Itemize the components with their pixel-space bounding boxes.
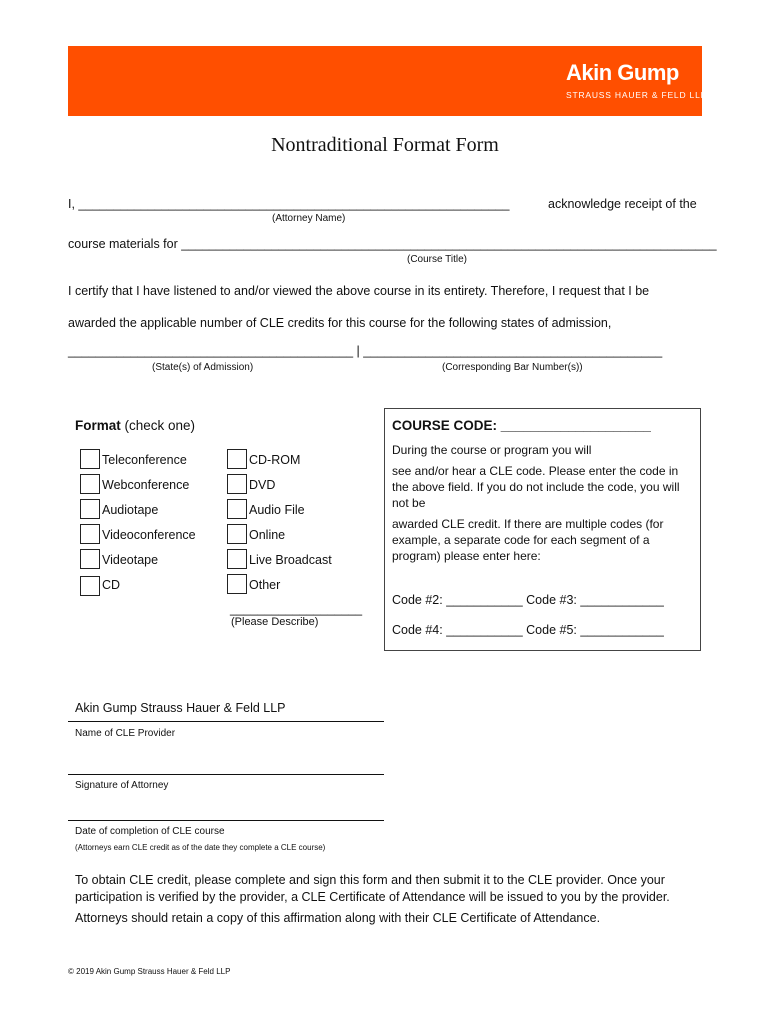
option-label: CD <box>102 578 121 592</box>
checkbox-audio-file[interactable] <box>227 499 247 519</box>
course-code-text-1: During the course or program you will <box>392 443 592 457</box>
provider-name-line <box>68 721 384 722</box>
form-title: Nontraditional Format Form <box>271 134 499 156</box>
option-label: Videotape <box>102 553 159 567</box>
checkbox-teleconference[interactable] <box>80 449 100 469</box>
provider-name-value[interactable]: Akin Gump Strauss Hauer & Feld LLP <box>75 701 286 715</box>
checkbox-videotape[interactable] <box>80 549 100 569</box>
provider-name-label: Name of CLE Provider <box>75 728 176 739</box>
option-label: Other <box>249 578 281 592</box>
logo-subtitle: STRAUSS HAUER & FELD LLP <box>566 90 708 100</box>
copyright: © 2019 Akin Gump Strauss Hauer & Feld LLP <box>68 967 231 976</box>
other-describe-field[interactable]: ___________________ <box>230 602 363 616</box>
attorney-name-field[interactable]: I, ______________________________________________________________ <box>68 197 510 211</box>
format-heading <box>75 418 195 433</box>
signature-line[interactable] <box>68 774 384 775</box>
checkbox-cd-rom[interactable] <box>227 449 247 469</box>
option-label: Audiotape <box>102 503 159 517</box>
option-label: Teleconference <box>102 453 187 467</box>
states-caption: (State(s) of Admission) <box>152 362 254 373</box>
format-heading-rest: (check one) <box>120 418 196 433</box>
retain-copy-note: Attorneys should retain a copy of this affirmation along with their CLE Certificate of Attendance. <box>75 911 601 925</box>
checkbox-dvd[interactable] <box>227 474 247 494</box>
states-and-bar-fields[interactable]: _________________________________________ | ___________________________________________ <box>68 344 663 358</box>
option-label: DVD <box>249 478 276 492</box>
checkbox-webconference[interactable] <box>80 474 100 494</box>
option-label: Webconference <box>102 478 190 492</box>
attorney-name-caption: (Attorney Name) <box>272 213 346 224</box>
option-label: Videoconference <box>102 528 196 542</box>
code-row-1[interactable]: Code #2: ___________ Code #3: ____________ <box>392 593 664 607</box>
checkbox-videoconference[interactable] <box>80 524 100 544</box>
checkbox-online[interactable] <box>227 524 247 544</box>
course-code-text-2: see and/or hear a CLE code. Please enter the code in the above field. If you do not include the code, you will not be <box>392 464 680 510</box>
code-row-2[interactable]: Code #4: ___________ Code #5: ____________ <box>392 623 664 637</box>
logo-wordmark: Akin Gump <box>566 60 679 85</box>
course-title-field[interactable]: course materials for _____________________________________________________________________________ <box>68 237 717 251</box>
course-code-heading[interactable]: COURSE CODE: ____________________ <box>392 418 651 433</box>
bar-number-caption: (Corresponding Bar Number(s)) <box>442 362 583 373</box>
instructions-paragraph: To obtain CLE credit, please complete and sign this form and then submit it to the CLE provider. Once your participation is verified by the provider, a CLE Certificate of Attendance will be issued to you by the provider. <box>75 873 670 904</box>
option-label: Online <box>249 528 286 542</box>
date-line[interactable] <box>68 820 384 821</box>
option-label: CD-ROM <box>249 453 301 467</box>
describe-caption: (Please Describe) <box>231 616 319 628</box>
signature-label: Signature of Attorney <box>75 780 169 791</box>
checkbox-other[interactable] <box>227 574 247 594</box>
certify-line-1: I certify that I have listened to and/or viewed the above course in its entirety. Therefore, I request that I be <box>68 284 650 298</box>
course-title-caption: (Course Title) <box>407 254 468 265</box>
certify-line-2: awarded the applicable number of CLE credits for this course for the following states of admission, <box>68 316 612 330</box>
checkbox-audiotape[interactable] <box>80 499 100 519</box>
format-heading-bold: Format <box>75 418 121 433</box>
checkbox-cd[interactable] <box>80 576 100 596</box>
acknowledge-text: acknowledge receipt of the <box>548 197 697 211</box>
checkbox-live-broadcast[interactable] <box>227 549 247 569</box>
course-code-text-3: awarded CLE credit. If there are multiple codes (for example, a separate code for each segment of a program) please enter here: <box>392 517 664 563</box>
option-label: Audio File <box>249 503 305 517</box>
date-note: (Attorneys earn CLE credit as of the date they complete a CLE course) <box>75 843 326 852</box>
date-label: Date of completion of CLE course <box>75 826 225 837</box>
option-label: Live Broadcast <box>249 553 332 567</box>
